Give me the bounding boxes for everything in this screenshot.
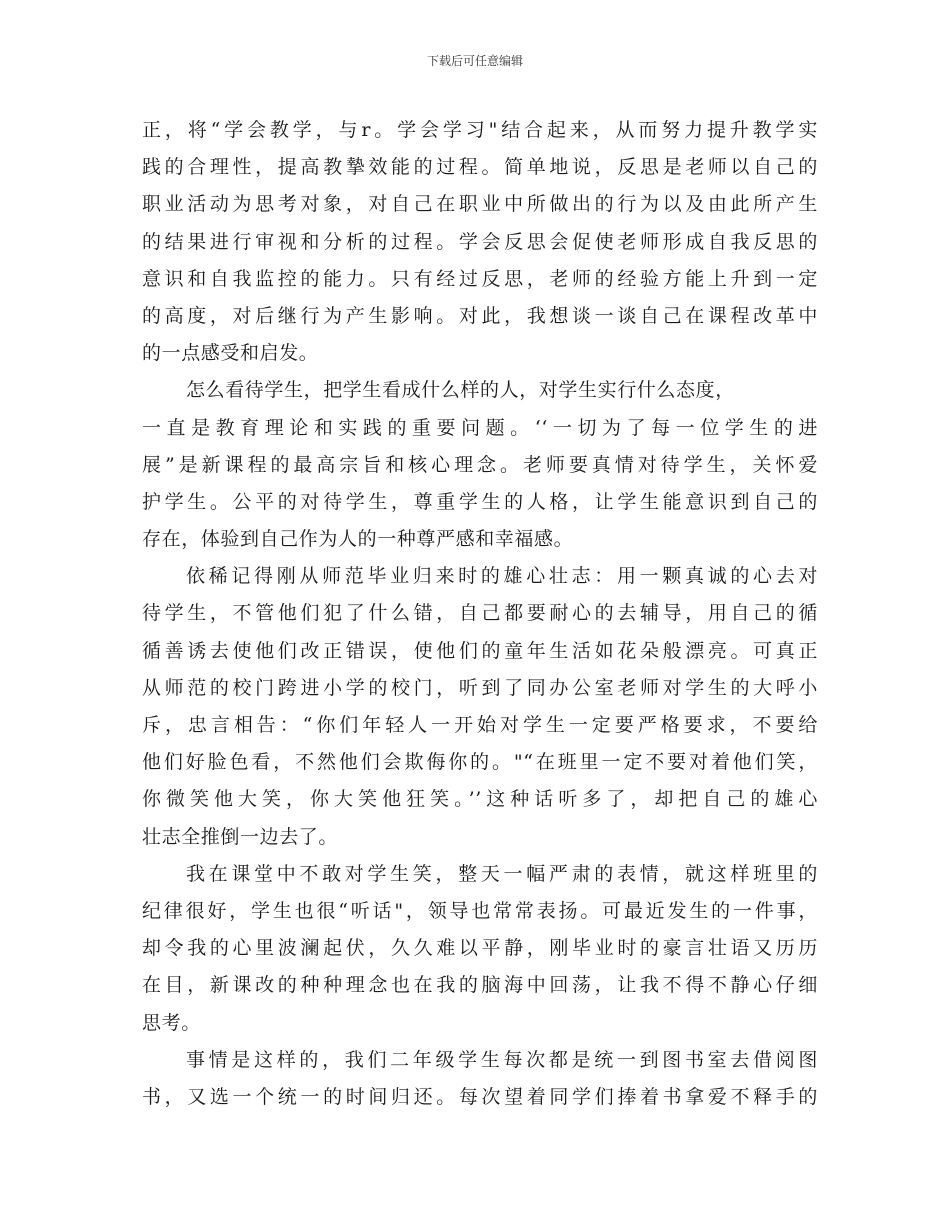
text-line: 的结果进行审视和分析的过程。学会反思会促使老师形成自我反思的 [142,230,818,253]
text-line: 的一点感受和启发。 [142,342,319,365]
text-line: 职业活动为思考对象，对自己在职业中所做出的行为以及由此所产生 [142,193,818,216]
text-line: 壮志全推倒一边去了。 [142,825,339,848]
text-line: 在目，新课改的种种理念也在我的脑海中回荡，让我不得不静心仔细 [142,974,818,997]
text-line: 纪律很好，学生也很“听话"，领导也常常表扬。可最近发生的一件事， [142,899,818,922]
page-header: 下载后可任意编辑 [426,54,523,68]
text-line: 践的合理性，提高教摯效能的过程。简单地说，反思是老师以自己的 [142,156,818,179]
text-line: 却令我的心里波澜起伏，久久难以平静，刚毕业时的豪言壮语又历历 [142,937,818,960]
text-line: 展”是新课程的最高宗旨和核心理念。老师要真情对待学生，关怀爱 [142,453,818,476]
text-line: 怎么看待学生，把学生看成什么样的人，对学生实行什么态度， [186,379,735,402]
text-line: 待学生，不管他们犯了什么错，自己都要耐心的去辅导，用自己的循 [142,602,818,625]
text-line: 循善诱去使他们改正错误，使他们的童年生活如花朵般漂亮。可真正 [142,639,818,662]
text-line: 存在，体验到自己作为人的一种尊严感和幸福感。 [142,528,574,551]
text-line: 他们好脸色看，不然他们会欺侮你的。"“在班里一定不要对着他们笑， [142,751,818,774]
text-line: 书，又选一个统一的时间归还。每次望着同学们捧着书拿爱不释手的 [142,1085,818,1108]
text-line: 意识和自我监控的能力。只有经过反思，老师的经验方能上升到一定 [142,267,818,290]
text-line: 护学生。公平的对待学生，尊重学生的人格，让学生能意识到自己的 [142,490,818,513]
text-line: 事情是这样的，我们二年级学生每次都是统一到图书室去借阅图 [186,1048,818,1071]
text-line: 的高度，对后继行为产生影响。对此，我想谈一谈自己在课程改革中 [142,304,818,327]
text-line: 斥，忠言相告：“你们年轻人一开始对学生一定要严格要求，不要给 [142,714,818,736]
body-text [142,112,818,1116]
text-line: 依稀记得刚从师范毕业归来时的雄心壮志：用一颗真诚的心去对 [186,565,818,588]
text-line: 我在课堂中不敢对学生笑，整天一幅严肃的表情，就这样班里的 [186,862,818,885]
text-line: 思考。 [142,1011,201,1034]
text-line: 从师范的校门跨进小学的校门，听到了同办公室老师对学生的大呼小 [142,676,818,699]
text-line: 你微笑他大笑，你大笑他狂笑。’’这种话听多了，却把自己的雄心 [142,788,818,811]
text-line: 一直是教育理论和实践的重要问题。‘‘一切为了每一位学生的进 [142,416,818,439]
text-line: 正，将“学会教学，与r。学会学习"结合起来，从而努力提升教学实 [142,119,818,141]
